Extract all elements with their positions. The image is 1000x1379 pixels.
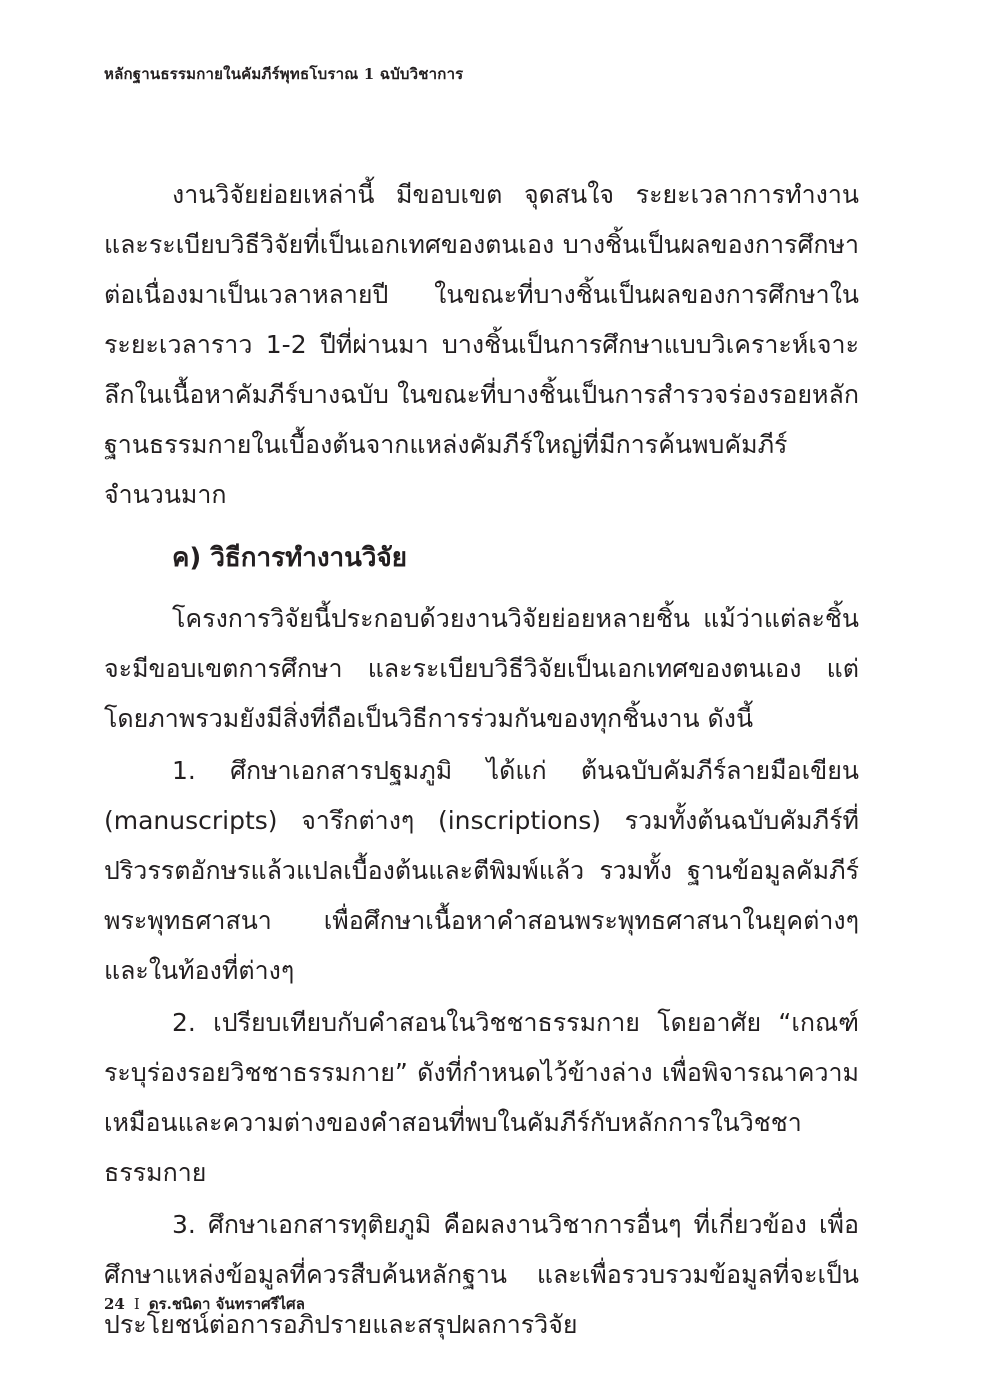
page-footer — [104, 1292, 305, 1316]
running-header: หลักฐานธรรมกายในคัมภีร์พุทธโบราณ 1 ฉบับวิชาการ — [104, 65, 464, 83]
section-paragraph: โครงการวิจัยนี้ประกอบด้วยงานวิจัยย่อยหลายชิ้น แม้ว่าแต่ละชิ้นจะมีขอบเขตการศึกษา และระเบียบวิธีวิจัยเป็นเอกเทศของตนเอง แต่โดยภาพรวมยังมีสิ่งที่ถือเป็นวิธีการร่วมกันของทุกชิ้นงาน ดังนี้ — [104, 604, 859, 733]
author-name: ดร.ชนิดา จันทราศรีไศล — [148, 1295, 305, 1313]
page-content — [104, 170, 859, 1350]
footer-separator: I — [133, 1295, 140, 1313]
method-item-3: 3. ศึกษาเอกสารทุติยภูมิ คือผลงานวิชาการอื่นๆ ที่เกี่ยวข้อง เพื่อศึกษาแหล่งข้อมูลที่ควรสืบค้นหลักฐาน และเพื่อรวบรวมข้อมูลที่จะเป็นประโยชน์ต่อการอภิปรายและสรุปผลการวิจัย — [104, 1210, 859, 1339]
method-item-1: 1. ศึกษาเอกสารปฐมภูมิ ได้แก่ ต้นฉบับคัมภีร์ลายมือเขียน (manuscripts) จารึกต่างๆ (inscriptions) รวมทั้งต้นฉบับคัมภีร์ที่ปริวรรตอักษรแล้วแปลเบื้องต้นและตีพิมพ์แล้ว รวมทั้ง ฐานข้อมูลคัมภีร์พระพุทธศาสนา เพื่อศึกษาเนื้อหาคำสอนพระพุทธศาสนาในยุคต่างๆ และในท้องที่ต่างๆ — [104, 756, 859, 985]
page-number: 24 — [104, 1295, 125, 1313]
method-item-2: 2. เปรียบเทียบกับคำสอนในวิชชาธรรมกาย โดยอาศัย “เกณฑ์ระบุร่องรอยวิชชาธรรมกาย” ดังที่กำหนดไว้ข้างล่าง เพื่อพิจารณาความเหมือนและความต่างของคำสอนที่พบในคัมภีร์กับหลักการในวิชชาธรรมกาย — [104, 1008, 859, 1187]
section-heading: ค) วิธีการทำงานวิจัย — [172, 543, 407, 573]
intro-paragraph: งานวิจัยย่อยเหล่านี้ มีขอบเขต จุดสนใจ ระยะเวลาการทำงาน และระเบียบวิธีวิจัยที่เป็นเอกเทศของตนเอง บางชิ้นเป็นผลของการศึกษาต่อเนื่องมาเป็นเวลาหลายปี ในขณะที่บางชิ้นเป็นผลของการศึกษาในระยะเวลาราว 1-2 ปีที่ผ่านมา บางชิ้นเป็นการศึกษาแบบวิเคราะห์เจาะลึกในเนื้อหาคัมภีร์บางฉบับ ในขณะที่บางชิ้นเป็นการสำรวจร่องรอยหลักฐานธรรมกายในเบื้องต้นจากแหล่งคัมภีร์ใหญ่ที่มีการค้นพบคัมภีร์จำนวนมาก — [104, 180, 859, 509]
